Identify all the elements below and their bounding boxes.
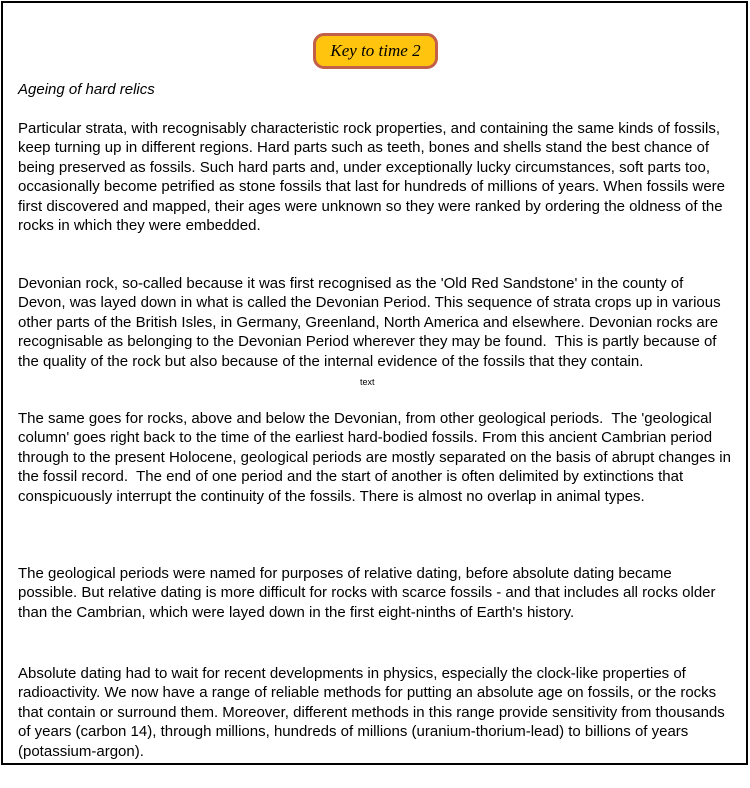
paragraph-relative-dating: The geological periods were named for purposes of relative dating, before absolute dating became possible. But relative dating is more difficult for rocks with scarce fossils - and that includes all rocks older than the Cambrian, which were layed down in the first eight-ninths of Earth's history. — [18, 565, 720, 621]
paragraph-geological-column: The same goes for rocks, above and below the Devonian, from other geological periods. The 'geological column' goes right back to the time of the earliest hard-bodied fossils. From this ancient Cambrian period through to the present Holocene, geological periods are mostly separated on the basis of abrupt changes in the fossil record. The end of one period and the start of another is often delimited by extinctions that conspicuously interrupt the continuity of the fossils. There is almost no overlap in animal types. — [18, 410, 736, 505]
paragraph-absolute-dating: Absolute dating had to wait for recent developments in physics, especially the clock-like properties of radioactivity. We now have a range of reliable methods for putting an absolute age on fossils, or the rocks that contain or surround them. Moreover, different methods in this range provide sensitivity from thousands of years (carbon 14), through millions, hundreds of millions (uranium-thorium-lead) to billions of years (potassium-argon). — [18, 665, 729, 760]
stray-overlap-text: text — [360, 377, 375, 387]
key-to-time-button[interactable]: Key to time 2 — [313, 33, 438, 69]
page-title: Ageing of hard relics — [18, 81, 155, 98]
paragraph-devonian-rock: Devonian rock, so-called because it was first recognised as the 'Old Red Sandstone' in the county of Devon, was layed down in what is called the Devonian Period. This sequence of strata crops up in various other parts of the British Isles, in Germany, Greenland, North America and elsewhere. Devonian rocks are recognisable as belonging to the Devonian Period wherever they may be found. This is partly because of the quality of the rock but also because of the internal evidence of the fossils that they contain. — [18, 275, 725, 370]
paragraph-strata-fossils: Particular strata, with recognisably characteristic rock properties, and containing the same kinds of fossils, keep turning up in different regions. Hard parts such as teeth, bones and shells stand the best chance of being preserved as fossils. Such hard parts and, under exceptionally lucky circumstances, soft parts too, occasionally become petrified as stone fossils that last for hundreds of millions of years. When fossils were first discovered and mapped, their ages were unknown so they were ranked by ordering the oldness of the rocks in which they were embedded. — [18, 120, 730, 235]
